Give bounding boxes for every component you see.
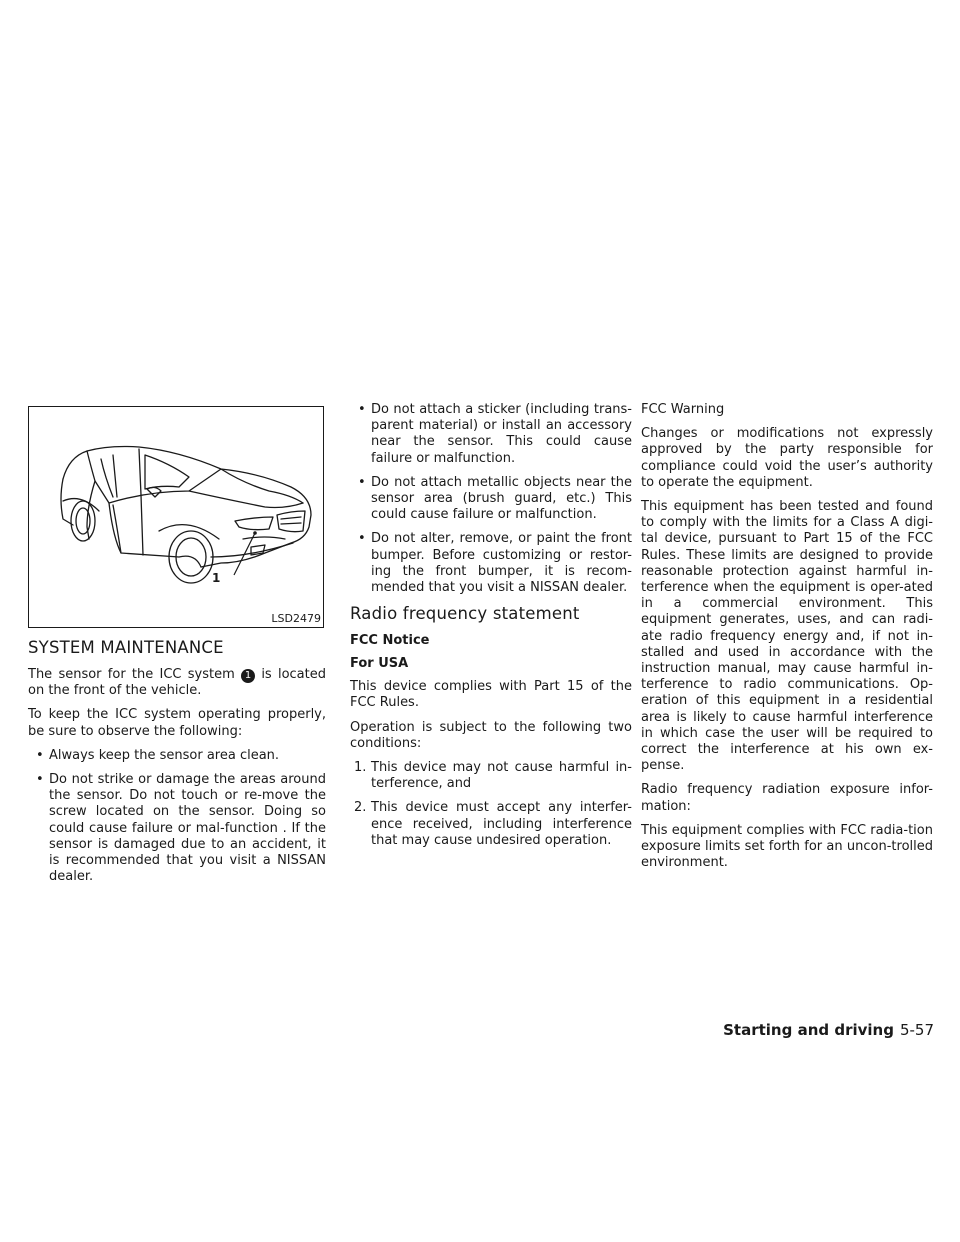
vehicle-figure (28, 406, 324, 628)
section-heading-radio-frequency: Radio frequency statement (350, 604, 580, 624)
conditions-list (350, 760, 632, 849)
list-item: • Do not alter, remove, or paint the front bumper. Before customizing or restor-ing the front bumper, it is recom-mended that you visit a NISSAN dealer. (358, 531, 632, 596)
paragraph-fcc-warning: FCC Warning (641, 402, 725, 417)
paragraph-exposure-limits: This equipment complies with FCC radia-tion exposure limits set forth for an uncon-trolled environment. (641, 822, 933, 871)
paragraph-complies: This device complies with Part 15 of the FCC Rules. (350, 679, 632, 711)
paragraph-exposure-info: Radio frequency radiation exposure infor-mation: (641, 782, 933, 814)
paragraph-tested: This equipment has been tested and found to comply with the limits for a Class A digi-tal device, pursuant to Part 15 of the FCC Rules. These limits are designed to provide reasonable protection against harmful in-terference when the equipment is oper-ated in a commercial environment. This equipment generates, uses, and can radi-ate radio frequency energy and, if not in-stalled and used in accordance with the instruction manual, may cause harmful in-terference to radio communications. Op-eration of this equipment in a residential area is likely to cause harmful interference in which case the user will be required to correct the interference at his own ex-pense. (641, 499, 933, 774)
list-item: • Do not attach a sticker (including trans-parent material) or install an accessory near the sensor. This could cause failure or malfunction. (358, 402, 632, 466)
paragraph-conditions: Operation is subject to the following two conditions: (350, 719, 632, 751)
paragraph-sensor-location: The sensor for the ICC system 1 is located on the front of the vehicle. (28, 667, 326, 699)
column-1 (28, 406, 326, 893)
subheading-for-usa: For USA (350, 656, 409, 672)
page-footer (0, 1021, 934, 1039)
section-heading-system-maintenance: SYSTEM MAINTENANCE (28, 638, 224, 657)
column-3 (641, 402, 933, 879)
page-number: 5-57 (899, 1021, 934, 1039)
paragraph-changes: Changes or modifications not expressly approved by the party responsible for compliance could void the user’s authority to operate the equipment. (641, 426, 933, 490)
list-item: 1. This device may not cause harmful in-terference, and (354, 760, 632, 792)
list-item: • Do not attach metallic objects near the sensor area (brush guard, etc.) This could cause failure or malfunction. (358, 474, 632, 523)
callout-1-icon: 1 (241, 669, 255, 683)
list-item: • Always keep the sensor area clean. (36, 747, 280, 763)
figure-callout-1: 1 (212, 571, 221, 585)
maintenance-bullets (28, 748, 326, 886)
list-item: 2. This device must accept any interfer-ence received, including interference that may cause undesired operation. (354, 800, 632, 848)
car-front-illustration (29, 407, 323, 627)
figure-id-label: LSD2479 (271, 612, 321, 625)
footer-section-title: Starting and driving (723, 1021, 894, 1039)
sensor-precaution-bullets (350, 402, 632, 596)
subheading-fcc-notice: FCC Notice (350, 633, 430, 649)
paragraph-observe: To keep the ICC system operating properly, be sure to observe the following: (28, 707, 326, 739)
list-item: • Do not strike or damage the areas around the sensor. Do not touch or re-move the screw located on the sensor. Doing so could cause failure or mal-function . If the sensor is damaged due to an accident, it is recommended that you visit a NISSAN dealer. (36, 772, 326, 885)
column-2 (350, 402, 632, 857)
